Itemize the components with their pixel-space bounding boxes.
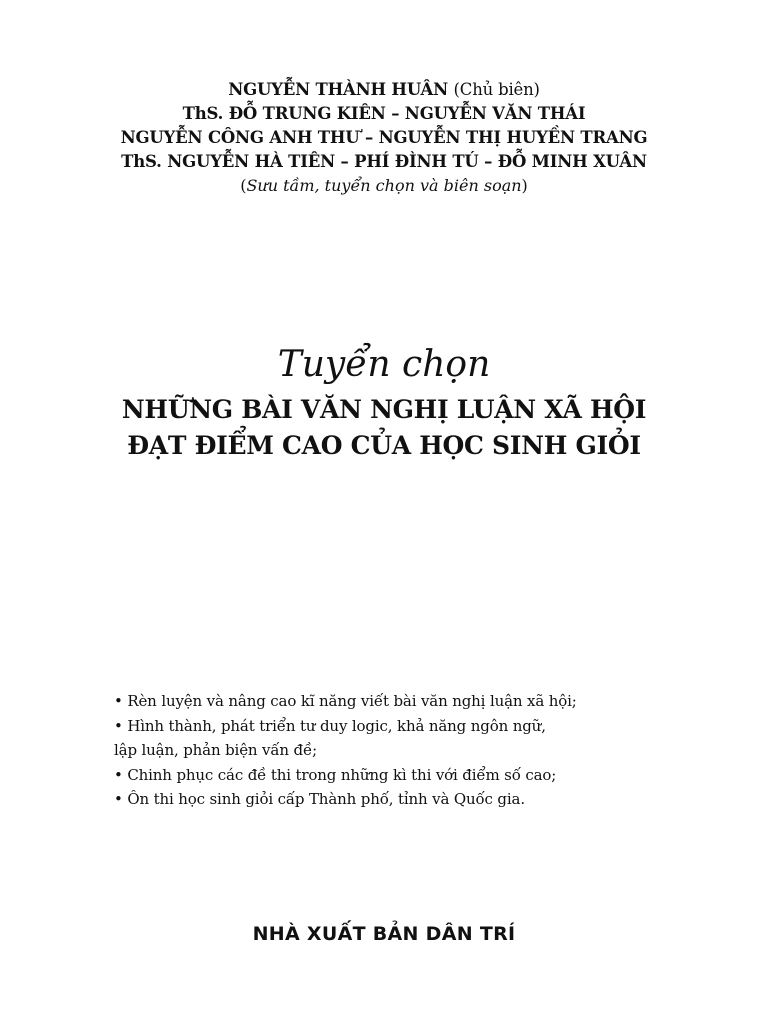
title-line-2: ĐẠT ĐIỂM CAO CỦA HỌC SINH GIỎI [127, 431, 641, 460]
author-line-4: ThS. NGUYỄN HÀ TIÊN – PHÍ ĐÌNH TÚ – ĐỖ MINH XUÂN [121, 152, 647, 171]
author-line-3: NGUYỄN CÔNG ANH THƯ – NGUYỄN THỊ HUYỀN TRANG [120, 128, 648, 147]
chief-editor-name: NGUYỄN THÀNH HUÂN [228, 80, 448, 99]
list-item: • Chinh phục các đề thi trong những kì thi với điểm số cao; [114, 765, 557, 784]
list-item: • Ôn thi học sinh giỏi cấp Thành phố, tỉnh và Quốc gia. [114, 790, 525, 808]
compile-note-close-paren: ) [521, 176, 528, 195]
chief-editor-role: (Chủ biên) [453, 80, 540, 99]
compile-note [0, 174, 768, 198]
author-block [0, 78, 768, 198]
list-item: • Rèn luyện và nâng cao kĩ năng viết bài văn nghị luận xã hội; [114, 692, 577, 710]
compile-note-text: Sưu tầm, tuyển chọn và biên soạn [246, 176, 522, 195]
list-item: • Hình thành, phát triển tư duy logic, khả năng ngôn ngữ, [114, 716, 546, 735]
title-prefix: Tuyển chọn [277, 344, 491, 385]
feature-list [114, 689, 734, 812]
list-item: lập luận, phản biện vấn đề; [114, 741, 317, 759]
compile-note-open-paren: ( [240, 176, 247, 195]
author-line-chief-editor [0, 78, 768, 102]
book-title [0, 338, 768, 464]
title-line-1: NHỮNG BÀI VĂN NGHỊ LUẬN XÃ HỘI [121, 395, 647, 424]
publisher-name: NHÀ XUẤT BẢN DÂN TRÍ [252, 923, 516, 945]
author-line-2: ThS. ĐỖ TRUNG KIÊN – NGUYỄN VĂN THÁI [182, 104, 586, 123]
